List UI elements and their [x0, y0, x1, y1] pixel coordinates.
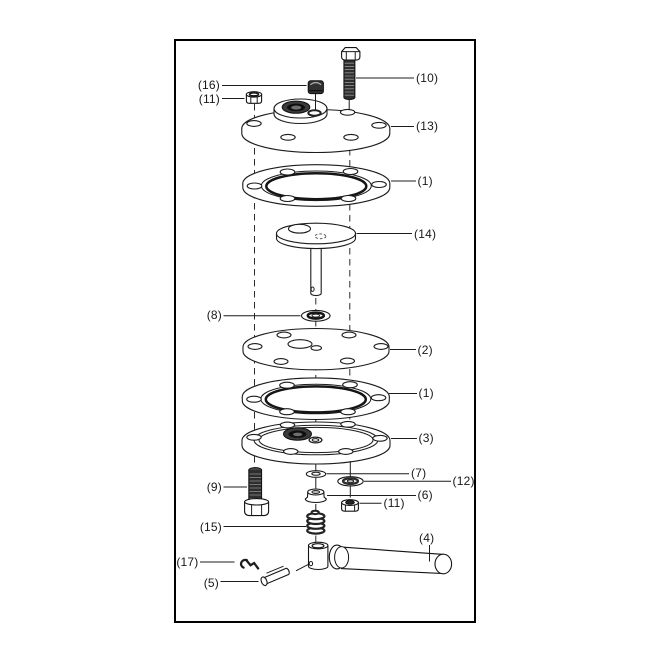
callout-5: (5): [203, 576, 219, 591]
callout-9: (9): [206, 479, 222, 494]
callout-10: (10): [416, 71, 439, 85]
part-washer-8: [302, 310, 331, 321]
callout-15: (15): [199, 519, 222, 534]
part-hex-nut-11b: [342, 500, 359, 512]
part-spring-15: [307, 511, 324, 534]
part-bottom-flange-3: [242, 421, 390, 464]
part-hex-bolt-9: [245, 468, 269, 516]
callout-11a: (11): [198, 91, 220, 106]
part-hex-nut-11a: [246, 92, 261, 104]
part-plate-2: [243, 329, 389, 370]
callout-4: (4): [419, 530, 435, 545]
part-gasket-1b: [242, 378, 389, 420]
callout-2: (2): [417, 342, 433, 357]
callout-12: (12): [452, 473, 475, 488]
part-lock-washer-12: [338, 477, 363, 486]
callout-16: (16): [197, 78, 220, 92]
part-gasket-1a: [243, 165, 390, 207]
callout-11b: (11): [383, 496, 405, 511]
part-cotter-pin-17: [241, 560, 258, 569]
callout-13: (13): [416, 119, 439, 134]
callout-1a: (1): [417, 173, 433, 188]
part-bushing-6: [305, 489, 326, 503]
callout-1b: (1): [418, 386, 434, 401]
part-flat-washer-7: [306, 471, 325, 478]
part-lock-nut-16: [308, 81, 323, 94]
callout-3: (3): [418, 431, 434, 446]
callout-7: (7): [411, 465, 427, 480]
callout-6: (6): [417, 488, 433, 503]
callout-8: (8): [206, 308, 222, 323]
part-hex-bolt-10: [342, 48, 360, 100]
callout-14: (14): [414, 226, 437, 241]
part-float-disc-14: [277, 223, 356, 295]
callout-17: (17): [176, 554, 199, 569]
